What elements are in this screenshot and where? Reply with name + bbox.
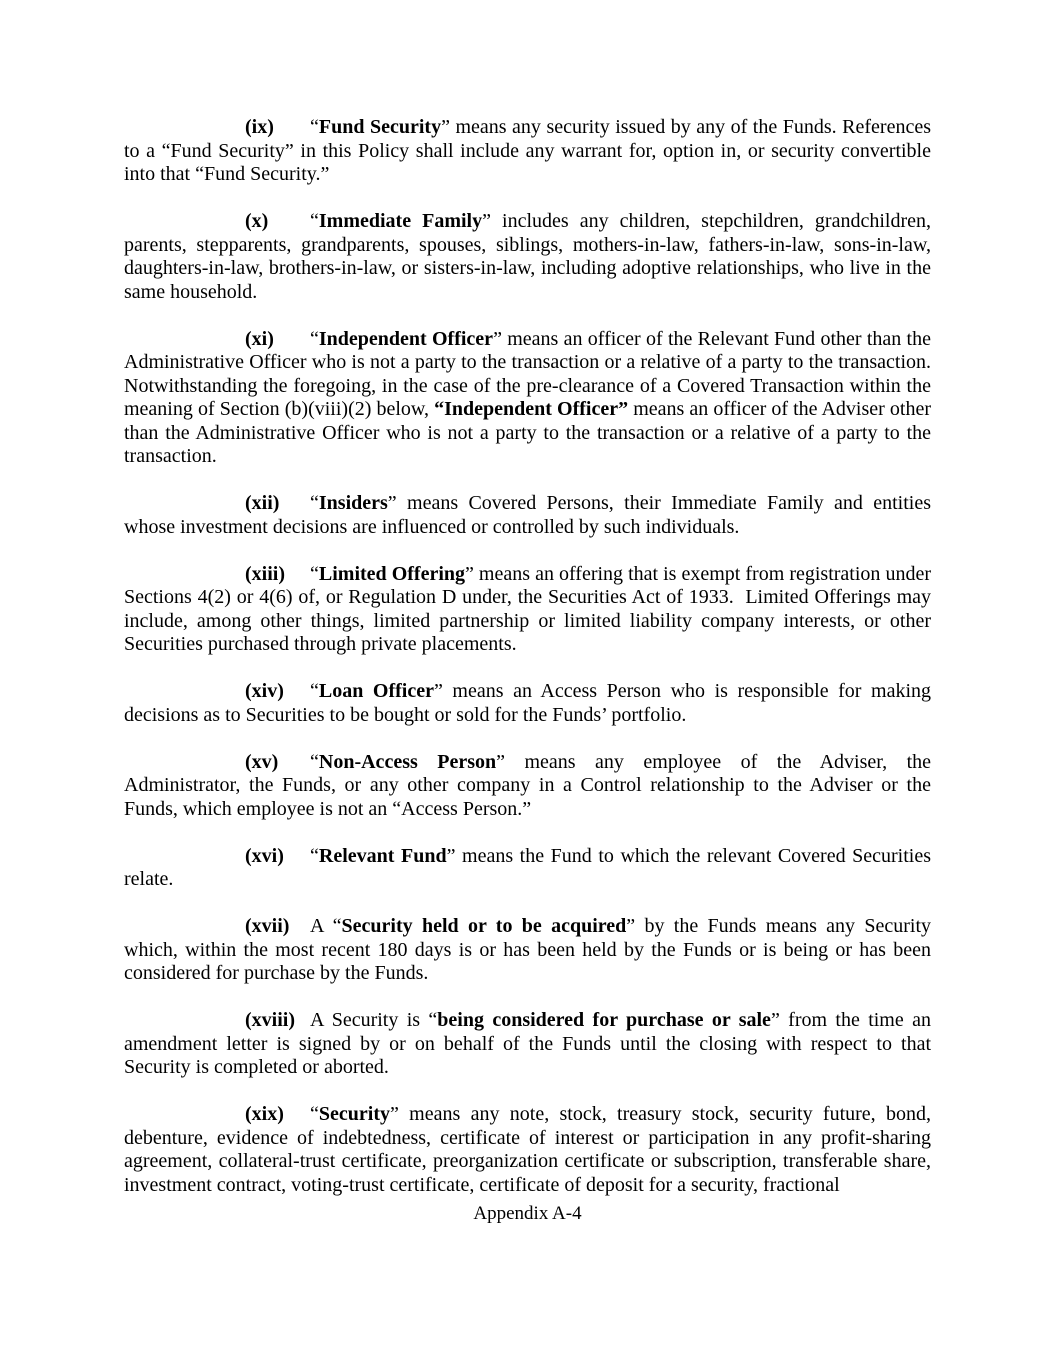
paragraph-text: A Security is “ (310, 1009, 438, 1031)
paragraph-number-label: (xiv) (245, 680, 284, 702)
paragraph-number-label: (xviii) (245, 1009, 295, 1031)
paragraph-ix (124, 116, 931, 187)
paragraph-number-label: (xv) (245, 750, 279, 773)
paragraph-text: ” means Covered Persons, their Immediate Family and entities whose investment decisions are influenced or controlled by such individuals. (124, 492, 931, 538)
paragraph-number-label: (xvii) (245, 915, 290, 937)
paragraph-text: ” means the Fund to which the relevant Covered Securities relate. (124, 844, 932, 890)
paragraph-text: ” means any security issued by any of the Funds. References to a “Fund Security” in this Policy shall include any warrant for, option in, or security convertible into that “Fund Security.” (124, 116, 931, 185)
defined-term: Security (318, 1103, 390, 1125)
paragraph-text: “ (310, 750, 319, 773)
paragraph-text: ” means an officer of the Relevant Fund other than the Administrative Officer who is not a party to the transaction or a relative of a party to the transaction. Notwithstanding the foregoing, in the case of the pre-clearance of a Covered Transaction within the meaning of Section (b)(viii)(2) below, (124, 327, 931, 420)
paragraph-number-label: (xi) (245, 327, 274, 350)
paragraph-text: “ (310, 1103, 319, 1125)
paragraph-text: ” from the time an amendment letter is signed by or on behalf of the Funds until the closing with respect to that Security is completed or aborted. (124, 1009, 931, 1078)
paragraph-text: “ (310, 844, 319, 867)
defined-term: Loan Officer (318, 680, 434, 702)
paragraph-number-label: (x) (245, 210, 269, 232)
paragraph-text: means an officer of the Adviser other than the Administrative Officer who is not a party to the transaction or a relative of a party to the transaction. (124, 398, 931, 467)
paragraph-xiii (124, 563, 931, 657)
paragraph-text: ” means an offering that is exempt from registration under Sections 4(2) or 4(6) of, or Regulation D under, the Securities Act of 1933. Limited Offerings may include, among other things, limited partnership or limited liability company interests, or other Securities purchased through private placements. (124, 562, 931, 655)
paragraph-number-label: (xiii) (245, 562, 285, 585)
defined-term: Relevant Fund (318, 844, 447, 867)
paragraph-number-label: (xvi) (245, 844, 284, 867)
defined-term: Fund Security (318, 116, 442, 138)
paragraph-text: “ (310, 210, 319, 232)
defined-term: Independent Officer (318, 327, 494, 350)
paragraph-text: ” includes any children, stepchildren, grandchildren, parents, stepparents, grandparents, spouses, siblings, mothers-in-law, fathers-in-law, sons-in-law, daughters-in-law, brothers-in-law, or sisters-in-law, including adoptive relationships, who live in the same household. (124, 210, 931, 303)
paragraph-xviii (124, 1009, 931, 1080)
paragraph-text: “ (310, 562, 319, 585)
paragraph-text: ” means an Access Person who is responsible for making decisions as to Securities to be bought or sold for the Funds’ portfolio. (124, 680, 932, 726)
paragraph-xvii (124, 915, 931, 986)
paragraph-text: ” by the Funds means any Security which, within the most recent 180 days is or has been held by the Funds or is being or has been considered for purchase by the Funds. (124, 915, 932, 984)
document-body (124, 116, 931, 1197)
paragraph-text: ” means any employee of the Adviser, the Administrator, the Funds, or any other company in a Control relationship to the Adviser or the Funds, which employee is not an “Access Person.” (124, 750, 931, 820)
paragraph-xii (124, 492, 931, 539)
paragraph-xi (124, 328, 931, 469)
defined-term: “Independent Officer” (434, 398, 629, 420)
defined-term: Security held or to be acquired (341, 915, 627, 937)
paragraph-x (124, 210, 931, 304)
defined-term: Limited Offering (318, 562, 466, 585)
document-page (124, 116, 931, 1226)
paragraph-number-label: (xii) (245, 492, 280, 514)
defined-term: being considered for purchase or sale (437, 1009, 771, 1031)
paragraph-number-label: (ix) (245, 116, 274, 138)
defined-term: Non-Access Person (318, 750, 497, 773)
paragraph-xiv (124, 680, 931, 727)
paragraph-number-label: (xix) (245, 1103, 284, 1125)
paragraph-text: “ (310, 116, 319, 138)
page-footer: Appendix A-4 (473, 1203, 582, 1224)
paragraph-text: A “ (310, 915, 342, 937)
paragraph-text: “ (310, 680, 319, 702)
defined-term: Immediate Family (318, 210, 483, 232)
paragraph-xvi (124, 845, 931, 892)
paragraph-text: “ (310, 492, 319, 514)
paragraph-text: ” means any note, stock, treasury stock, security future, bond, debenture, evidence of indebtedness, certificate of interest or participation in any profit-sharing agreement, collateral-trust certificate, preorganization certificate or subscription, transferable share, investment contract, voting-trust certificate, certificate of deposit for a security, fractional (124, 1103, 931, 1196)
paragraph-xix (124, 1103, 931, 1197)
paragraph-xv (124, 751, 931, 822)
paragraph-text: “ (310, 327, 319, 350)
defined-term: Insiders (318, 492, 388, 514)
